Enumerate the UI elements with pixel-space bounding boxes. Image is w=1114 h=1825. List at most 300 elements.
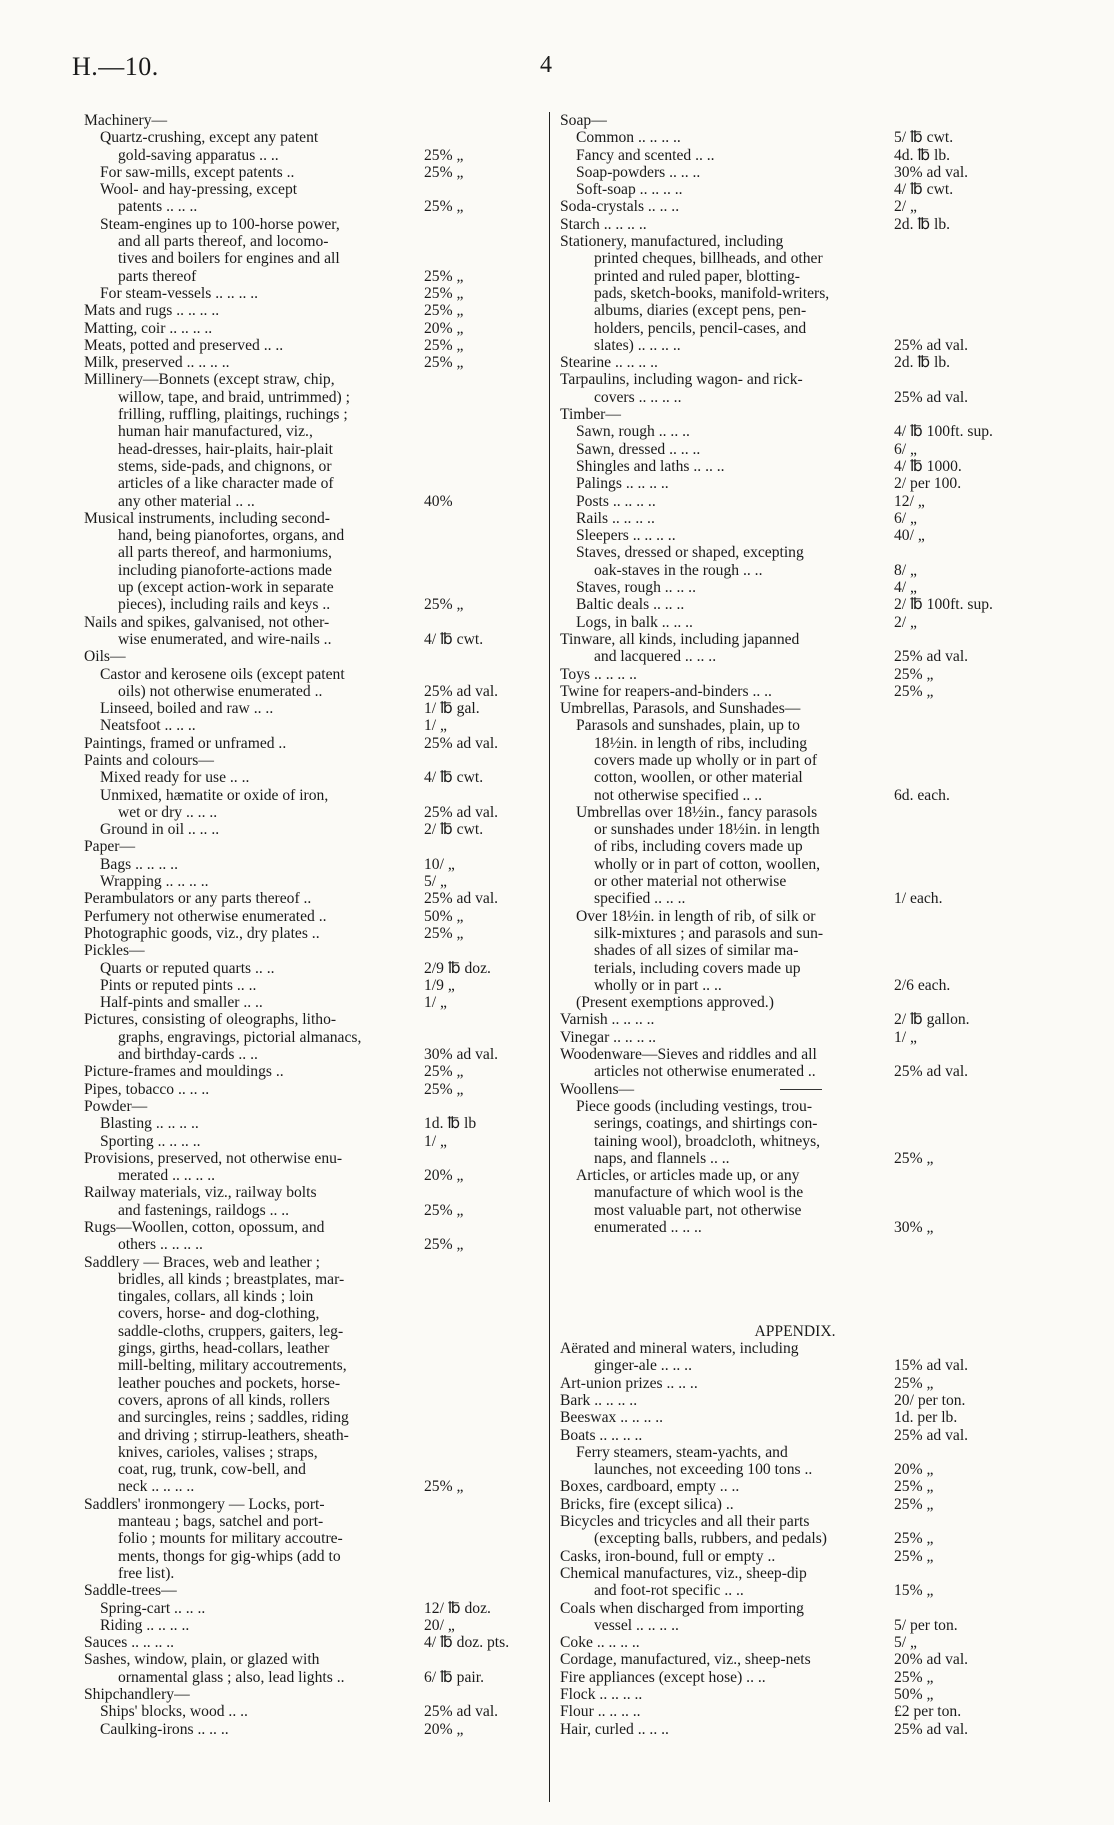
item-description: most valuable part, not otherwise [594,1201,802,1219]
tariff-row [560,1513,1030,1530]
item-description: cotton, woollen, or other material [594,769,803,787]
duty-rate: 1/ „ [424,1132,447,1150]
item-description: covers .. .. .. .. [594,388,682,406]
tariff-row [560,406,1030,423]
tariff-row [560,804,1030,821]
item-description: Parasols and sunshades, plain, up to [576,717,800,735]
item-description: and birthday-cards .. .. [118,1046,258,1064]
item-description: oak-staves in the rough .. .. [594,561,763,579]
duty-rate: 50% „ [424,907,464,925]
duty-rate: 30% „ [894,1219,934,1236]
tariff-row [560,371,1030,388]
item-description: ments, thongs for gig-whips (add to [118,1547,341,1565]
tariff-row [84,354,554,371]
duty-rate: 4/ ℔ cwt. [424,630,484,648]
page-number: 4 [540,52,552,78]
item-description: willow, tape, and braid, untrimmed) ; [118,388,350,406]
item-description: Saddle-trees— [84,1582,177,1600]
item-description: Quarts or reputed quarts .. .. [100,959,275,977]
tariff-row [84,441,554,458]
duty-rate: 2/ ℔ 100ft. sup. [894,596,993,614]
item-description: Wool- and hay-pressing, except [100,181,298,199]
tariff-row [560,544,1030,561]
tariff-row [560,1236,1030,1253]
item-description: Machinery— [84,112,168,129]
item-description: tives and boilers for engines and all [118,250,340,268]
item-description: Neatsfoot .. .. .. [100,717,196,735]
item-description: Half-pints and smaller .. .. [100,994,263,1012]
duty-rate: 25% „ [894,1547,934,1565]
tariff-row [84,994,554,1011]
item-description: coat, rug, trunk, cow-bell, and [118,1461,306,1479]
tariff-row [84,544,554,561]
item-description: folio ; mounts for military accoutre- [118,1530,343,1548]
item-description: Pictures, consisting of oleographs, litho- [84,1011,337,1029]
duty-rate: 25% „ [894,682,934,700]
duty-rate: 1d. per lb. [894,1409,958,1427]
duty-rate: 1d. ℔ lb [424,1115,477,1133]
tariff-row [84,666,554,683]
item-description: Blasting .. .. .. .. [100,1115,199,1133]
item-description: Oils— [84,648,126,666]
tariff-row [560,1651,1030,1668]
tariff-row [560,700,1030,717]
tariff-row [84,735,554,752]
duty-rate: 20% ad val. [894,1651,969,1669]
duty-rate: 25% „ [894,665,934,683]
item-description: Bicycles and tricycles and all their parts [560,1513,810,1531]
item-description: Bags .. .. .. .. [100,855,178,873]
item-description: Rugs—Woollen, cotton, opossum, and [84,1219,325,1236]
tariff-row [560,890,1030,907]
tariff-row [560,1600,1030,1617]
tariff-row [560,1184,1030,1201]
item-description: Soft-soap .. .. .. .. [576,181,683,199]
item-description: Mixed ready for use .. .. [100,769,250,787]
tariff-row [84,821,554,838]
tariff-row [560,129,1030,146]
tariff-row [84,942,554,959]
item-description: Beeswax .. .. .. .. [560,1409,664,1427]
item-description: or sunshades under 18½in. in length [594,821,820,839]
duty-rate: 2/ ℔ gallon. [894,1011,970,1029]
item-description: neck .. .. .. .. [118,1478,195,1496]
duty-rate: 25% ad val. [424,734,499,752]
tariff-row [560,579,1030,596]
item-description: or other material not otherwise [594,873,787,891]
tariff-row [560,1565,1030,1582]
item-description: Varnish .. .. .. .. [560,1011,655,1029]
tariff-row [84,1063,554,1080]
item-description: Quartz-crushing, except any patent [100,129,319,147]
item-description: Chemical manufactures, viz., sheep-dip [560,1564,807,1582]
item-description: Cordage, manufactured, viz., sheep-nets [560,1651,811,1669]
tariff-row [560,596,1030,613]
duty-rate: 15% „ [894,1582,934,1600]
tariff-row [84,1409,554,1426]
tariff-row [84,1011,554,1028]
item-description: printed cheques, billheads, and other [594,250,823,268]
tariff-row [560,1357,1030,1374]
duty-rate: 2/ ℔ cwt. [424,821,484,839]
item-description: Meats, potted and preserved .. .. [84,336,284,354]
item-description: Soap— [560,112,607,129]
tariff-row [560,1461,1030,1478]
tariff-row [84,1513,554,1530]
duty-rate: 6/ ℔ pair. [424,1668,484,1686]
tariff-row [560,821,1030,838]
tariff-row [84,856,554,873]
tariff-row [560,1271,1030,1288]
tariff-row [84,873,554,890]
tariff-row [84,458,554,475]
tariff-row [84,1340,554,1357]
item-description: Bricks, fire (except silica) .. [560,1495,734,1513]
item-description: gold-saving apparatus .. .. [118,146,279,164]
item-description: Coals when discharged from importing [560,1599,804,1617]
tariff-row [84,1305,554,1322]
tariff-row [560,1686,1030,1703]
item-description: manteau ; bags, satchel and port- [118,1513,324,1531]
item-description: For saw-mills, except patents .. [100,163,295,181]
tariff-row [560,614,1030,631]
duty-rate: 4/ ℔ 100ft. sup. [894,423,993,441]
right-column [560,112,1030,1738]
tariff-row [560,925,1030,942]
duty-rate: 25% „ [424,354,464,372]
item-description: Fancy and scented .. .. [576,146,715,164]
item-description: human hair manufactured, viz., [118,423,313,441]
item-description: graphs, engravings, pictorial almanacs, [118,1028,362,1046]
item-description: Casks, iron-bound, full or empty .. [560,1547,776,1565]
tariff-row [560,1634,1030,1651]
tariff-row [560,285,1030,302]
tariff-row [560,1305,1030,1322]
item-description: Staves, dressed or shaped, excepting [576,544,804,562]
item-description: Castor and kerosene oils (except patent [100,665,345,683]
item-description: vessel .. .. .. .. [594,1616,679,1634]
item-description: Musical instruments, including second- [84,509,330,527]
duty-rate: 25% „ [894,1149,934,1167]
duty-rate: 12/ „ [894,492,925,510]
item-description: wholly or in part .. .. [594,976,722,994]
item-description: Umbrellas over 18½in., fancy parasols [576,803,818,821]
duty-rate: 20% „ [894,1461,934,1479]
duty-rate: 2/ „ [894,613,917,631]
duty-rate: 25% „ [424,284,464,302]
tariff-row [560,960,1030,977]
item-description: oils) not otherwise enumerated .. [118,682,323,700]
duty-rate: 20% „ [424,1720,464,1738]
tariff-row [560,562,1030,579]
tariff-row [560,268,1030,285]
tariff-row [560,683,1030,700]
tariff-row [560,873,1030,890]
tariff-row [560,164,1030,181]
tariff-row [560,994,1030,1011]
duty-rate: 4/ ℔ cwt. [424,769,484,787]
item-description: others .. .. .. .. [118,1236,203,1254]
item-description: manufacture of which wool is the [594,1184,804,1202]
tariff-row [560,302,1030,319]
item-description: albums, diaries (except pens, pen- [594,302,807,320]
item-description: Flock .. .. .. .. [560,1686,643,1704]
item-description: Matting, coir .. .. .. .. [84,319,213,337]
item-description: all parts thereof, and harmoniums, [118,544,332,562]
tariff-row [560,1323,1030,1340]
tariff-row [560,787,1030,804]
duty-rate: 25% ad val. [894,336,969,354]
item-description: holders, pencils, pencil-cases, and [594,319,807,337]
duty-rate: 25% „ [424,163,464,181]
duty-rate: 2/9 ℔ doz. [424,959,491,977]
tariff-row [560,735,1030,752]
duty-rate: 10/ „ [424,855,455,873]
item-description: Aërated and mineral waters, including [560,1340,799,1358]
tariff-row [560,1721,1030,1738]
item-description: serings, coatings, and shirtings con- [594,1115,818,1133]
item-description: Palings .. .. .. .. [576,475,669,493]
item-description: slates) .. .. .. .. [594,336,681,354]
item-description: covers, aprons of all kinds, rollers [118,1391,330,1409]
tariff-row [84,683,554,700]
tariff-row [560,493,1030,510]
tariff-row [560,1081,1030,1098]
duty-rate: 20% „ [424,1167,464,1185]
tariff-row [84,614,554,631]
item-description: Milk, preserved .. .. .. .. [84,354,230,372]
item-description: Baltic deals .. .. .. [576,596,685,614]
tariff-row [560,354,1030,371]
duty-rate: 2/6 each. [894,976,951,994]
tariff-row [84,1288,554,1305]
item-description: pads, sketch-books, manifold-writers, [594,284,830,302]
item-description: Articles, or articles made up, or any [576,1167,800,1185]
item-description: not otherwise specified .. .. [594,786,763,804]
duty-rate: 4/ ℔ 1000. [894,457,962,475]
item-description: and fastenings, raildogs .. .. [118,1201,290,1219]
tariff-row [560,1029,1030,1046]
item-description: Sauces .. .. .. .. [84,1634,175,1652]
duty-rate: 40% [424,492,453,510]
tariff-row [560,389,1030,406]
tariff-row [560,1427,1030,1444]
duty-rate: 20% „ [424,319,464,337]
item-description: Sporting .. .. .. .. [100,1132,201,1150]
tariff-row [84,1219,554,1236]
tariff-row [84,579,554,596]
tariff-row [84,1236,554,1253]
duty-rate: 5/ „ [894,1634,917,1652]
duty-rate: 15% ad val. [894,1357,969,1375]
tariff-row [84,804,554,821]
tariff-row [560,1340,1030,1357]
duty-rate: 1/ „ [424,994,447,1012]
tariff-row [560,1288,1030,1305]
tariff-row [560,1115,1030,1132]
duty-rate: 4d. ℔ lb. [894,146,951,164]
item-description: Bark .. .. .. .. [560,1391,638,1409]
item-description: Pipes, tobacco .. .. .. [84,1080,210,1098]
item-description: printed and ruled paper, blotting- [594,267,800,285]
tariff-row [84,648,554,665]
tariff-row [84,1478,554,1495]
item-description: Saddlers' ironmongery — Locks, port- [84,1495,325,1513]
item-description: Paintings, framed or unframed .. [84,734,287,752]
item-description: tingales, collars, all kinds ; loin [118,1288,314,1306]
item-description: including pianoforte-actions made [118,561,332,579]
item-description: Ferry steamers, steam-yachts, and [576,1443,788,1461]
tariff-row [84,769,554,786]
item-description: and foot-rot specific .. .. [594,1582,744,1600]
tariff-row [84,631,554,648]
duty-rate: 1/ ℔ gal. [424,700,480,718]
item-description: Timber— [560,406,621,424]
duty-rate: 8/ „ [894,561,917,579]
item-description: ginger-ale .. .. .. [594,1357,692,1375]
tariff-row [84,1133,554,1150]
duty-rate: 40/ „ [894,527,925,545]
item-description: knives, carioles, valises ; straps, [118,1443,318,1461]
tariff-row [560,908,1030,925]
tariff-row [560,856,1030,873]
duty-rate: 50% „ [894,1686,934,1704]
duty-rate: 25% ad val. [894,1063,969,1081]
tariff-row [560,216,1030,233]
duty-rate: 25% „ [424,267,464,285]
tariff-row [560,320,1030,337]
item-description: enumerated .. .. .. [594,1219,702,1236]
item-description: Boats .. .. .. .. [560,1426,643,1444]
tariff-row [84,1357,554,1374]
tariff-row [84,1081,554,1098]
duty-rate: 25% „ [424,198,464,216]
tariff-row [84,198,554,215]
duty-rate: 6/ „ [894,509,917,527]
duty-rate: 20/ „ [424,1616,455,1634]
item-description: and lacquered .. .. .. [594,648,717,666]
tariff-row [84,1375,554,1392]
item-description: wise enumerated, and wire-nails .. [118,630,332,648]
duty-rate: 25% „ [424,1236,464,1254]
item-description: Toys .. .. .. .. [560,665,637,683]
item-description: Fire appliances (except hose) .. .. [560,1668,766,1686]
tariff-row [84,1444,554,1461]
tariff-row [84,1565,554,1582]
tariff-row [84,1323,554,1340]
item-description: Mats and rugs .. .. .. .. [84,302,220,320]
duty-rate: 25% „ [424,146,464,164]
item-description: gings, girths, head-collars, leather [118,1340,330,1358]
item-description: Ships' blocks, wood .. .. [100,1703,248,1721]
tariff-row [560,1478,1030,1495]
item-description: Shingles and laths .. .. .. [576,457,725,475]
item-description: articles not otherwise enumerated .. [594,1063,816,1081]
item-description: Photographic goods, viz., dry plates .. [84,924,320,942]
duty-rate: 25% ad val. [894,648,969,666]
duty-rate: 20/ per ton. [894,1391,966,1409]
duty-rate: 2d. ℔ lb. [894,215,951,233]
item-description: launches, not exceeding 100 tons .. [594,1461,813,1479]
tariff-row [84,787,554,804]
item-description: and all parts thereof, and locomo- [118,233,329,251]
tariff-row [84,1582,554,1599]
item-description: silk-mixtures ; and parasols and sun- [594,924,824,942]
item-description: merated .. .. .. .. [118,1167,215,1185]
tariff-row [84,475,554,492]
duty-rate: 25% „ [424,924,464,942]
item-description: (excepting balls, rubbers, and pedals) [594,1530,827,1548]
item-description: Umbrellas, Parasols, and Sunshades— [560,700,801,718]
item-description: Shipchandlery— [84,1686,190,1704]
duty-rate: 25% ad val. [424,890,499,908]
item-description: 18½in. in length of ribs, including [594,734,808,752]
tariff-row [84,1184,554,1201]
tariff-row [84,1669,554,1686]
item-description: specified .. .. .. [594,890,686,908]
tariff-row [84,1167,554,1184]
item-description: Rails .. .. .. .. [576,509,655,527]
tariff-row [560,458,1030,475]
tariff-row [84,1496,554,1513]
item-description: Soap-powders .. .. .. [576,163,701,181]
item-description: Twine for reapers-and-binders .. .. [560,682,772,700]
item-description: Railway materials, viz., railway bolts [84,1184,317,1202]
duty-rate: 1/9 „ [424,976,455,994]
tariff-row [84,406,554,423]
item-description: Spring-cart .. .. .. [100,1599,206,1617]
page-reference: H.—10. [72,52,159,81]
tariff-row [84,1254,554,1271]
duty-rate: 25% „ [424,596,464,614]
item-description: covers made up wholly or in part of [594,751,818,769]
item-description: terials, including covers made up [594,959,801,977]
tariff-row [84,302,554,319]
tariff-row [84,1029,554,1046]
duty-rate: 1/ „ [894,1028,917,1046]
tariff-row [84,596,554,613]
duty-rate: 25% „ [424,1201,464,1219]
item-description: pieces), including rails and keys .. [118,596,331,614]
item-description: and surcingles, reins ; saddles, riding [118,1409,349,1427]
duty-rate: 25% „ [424,1080,464,1098]
tariff-row [560,631,1030,648]
item-description: Logs, in balk .. .. .. [576,613,693,631]
item-description: Picture-frames and mouldings .. [84,1063,284,1081]
item-description: Coke .. .. .. .. [560,1634,640,1652]
tariff-row [560,1496,1030,1513]
tariff-row [84,129,554,146]
tariff-row [560,1011,1030,1028]
item-description: of ribs, including covers made up [594,838,803,856]
tariff-row [560,1530,1030,1547]
duty-rate: 25% „ [894,1495,934,1513]
tariff-row [560,666,1030,683]
duty-rate: £2 per ton. [894,1703,962,1721]
tariff-row [560,250,1030,267]
tariff-row [560,337,1030,354]
item-description: Vinegar .. .. .. .. [560,1028,657,1046]
tariff-row [560,112,1030,129]
item-description: Ground in oil .. .. .. [100,821,220,839]
item-description: Stearine .. .. .. .. [560,354,658,372]
tariff-row [84,1617,554,1634]
item-description: taining wool), broadcloth, whitneys, [594,1132,821,1150]
tariff-row [84,1046,554,1063]
tariff-row [84,285,554,302]
duty-rate: 1/ each. [894,890,943,908]
tariff-row [84,977,554,994]
